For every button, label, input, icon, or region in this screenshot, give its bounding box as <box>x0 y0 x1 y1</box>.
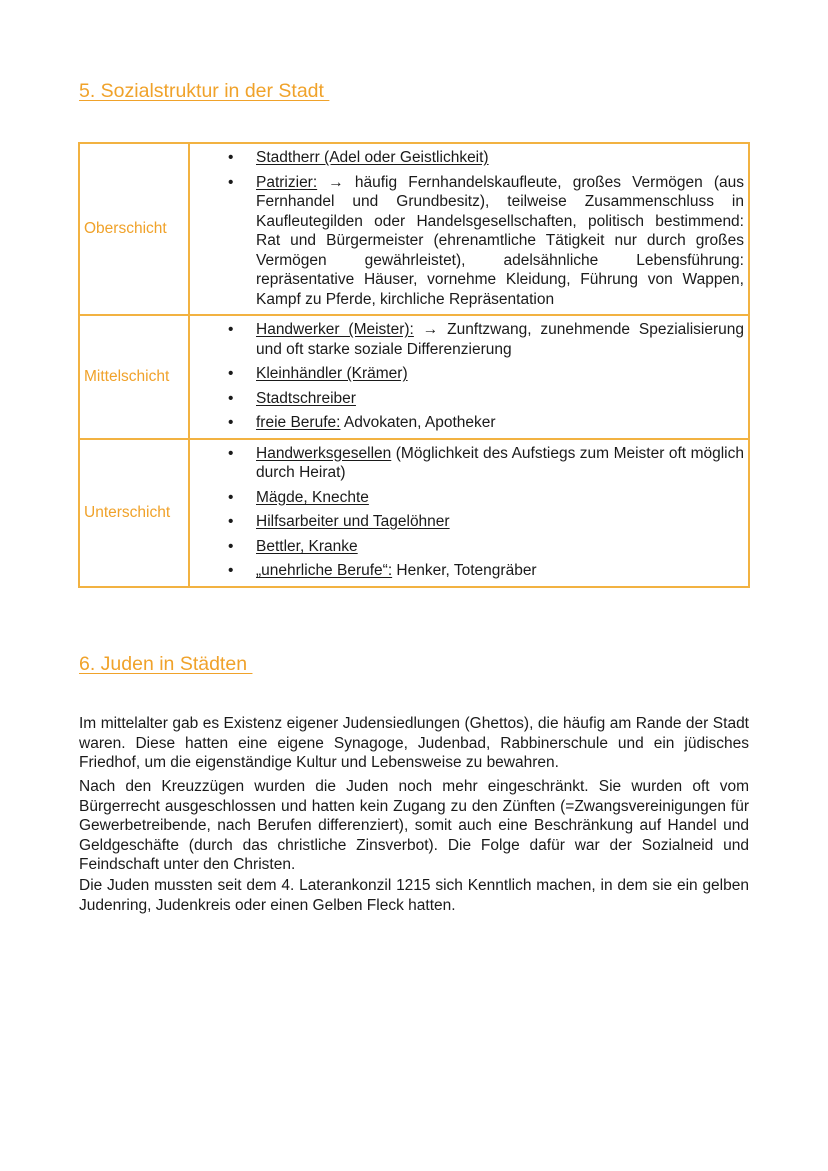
table-row <box>79 315 749 439</box>
layer-label-mittelschicht: Mittelschicht <box>79 315 189 439</box>
term: „unehrliche Berufe“: <box>256 562 393 579</box>
term: Kleinhändler (Krämer) <box>256 365 408 382</box>
term: Handwerksgesellen <box>256 444 392 462</box>
section-6-heading: 6. Juden in Städten <box>79 653 253 675</box>
term: Stadtschreiber <box>256 389 356 407</box>
list-item: • Kleinhändler (Krämer) <box>228 365 408 382</box>
table-row <box>79 143 749 315</box>
list-item: • freie Berufe: Advokaten, Apotheker <box>228 414 496 431</box>
list-item: • Handwerksgesellen (Möglichkeit des Aufstiegs zum Meister oft möglich durch Heirat) <box>228 444 744 481</box>
layer-items <box>189 439 749 587</box>
section-5-heading: 5. Sozialstruktur in der Stadt <box>79 80 330 102</box>
list-item: • „unehrliche Berufe“: Henker, Totengräber <box>228 562 537 579</box>
list-item: • Mägde, Knechte <box>228 488 369 506</box>
term: Bettler, Kranke <box>256 537 358 555</box>
layer-label-unterschicht: Unterschicht <box>79 439 189 587</box>
paragraph-kreuzzuege: Nach den Kreuzzügen wurden die Juden noch mehr eingeschränkt. Sie wurden oft vom Bürgerrecht ausgeschlossen und hatten kein Zugang zu den Zünften (=Zwangsvereinigungen für Gewerbetreibende, nach Berufen differenziert), somit auch eine Beschränkung auf Handel und Geldgeschäfte (durch das christliche Zinsverbot). Die Folge dafür war der Sozialneid und Feindschaft unter den Christen. <box>79 778 749 873</box>
layer-label-oberschicht: Oberschicht <box>79 143 189 315</box>
term: Hilfsarbeiter und Tagelöhner <box>256 513 450 530</box>
list-item: • Patrizier: → häufig Fernhandelskaufleute, großes Vermögen (aus Fernhandel und Grundbesitz), teilweise Zusammenschluss in Kaufleutegilden oder Handelsgesellschaften, politisch bestimmend: Rat und Bürgermeister (ehrenamtliche Tätigkeit nur durch großes Vermögen gewährleistet), adelsähnliche Lebensführung: repräsentative Häuser, vornehme Kleidung, Führung von Wappen, Kampf zu Pferde, kirchliche Repräsentation <box>228 173 744 308</box>
term: Mägde, Knechte <box>256 488 369 506</box>
layer-items <box>189 143 749 315</box>
table-row <box>79 439 749 587</box>
list-item: • Handwerker (Meister): → Zunftzwang, zunehmende Spezialisierung und oft starke soziale Differenzierung <box>228 321 744 358</box>
term: Stadtherr (Adel oder Geistlichkeit) <box>256 149 489 166</box>
social-structure-table <box>78 142 750 588</box>
paragraph-ghettos: Im mittelalter gab es Existenz eigener Judensiedlungen (Ghettos), die häufig am Rande der Stadt waren. Diese hatten eine eigene Synagoge, Judenbad, Rabbinerschule und ein jüdisches Friedhof, um die eigenständige Kultur und Lebensweise zu bewahren. <box>79 715 749 771</box>
paragraph-laterankonzil: Die Juden mussten seit dem 4. Laterankonzil 1215 sich Kenntlich machen, in dem sie ein gelben Judenring, Judenkreis oder einen Gelben Fleck hatten. <box>79 877 749 914</box>
term: freie Berufe: <box>256 414 341 431</box>
list-item: • Stadtschreiber <box>228 389 356 407</box>
term: Patrizier: <box>256 173 318 191</box>
list-item: • Stadtherr (Adel oder Geistlichkeit) <box>228 149 489 166</box>
layer-items <box>189 315 749 439</box>
term: Handwerker (Meister): <box>256 321 414 338</box>
list-item: • Bettler, Kranke <box>228 537 358 555</box>
list-item: • Hilfsarbeiter und Tagelöhner <box>228 513 450 530</box>
